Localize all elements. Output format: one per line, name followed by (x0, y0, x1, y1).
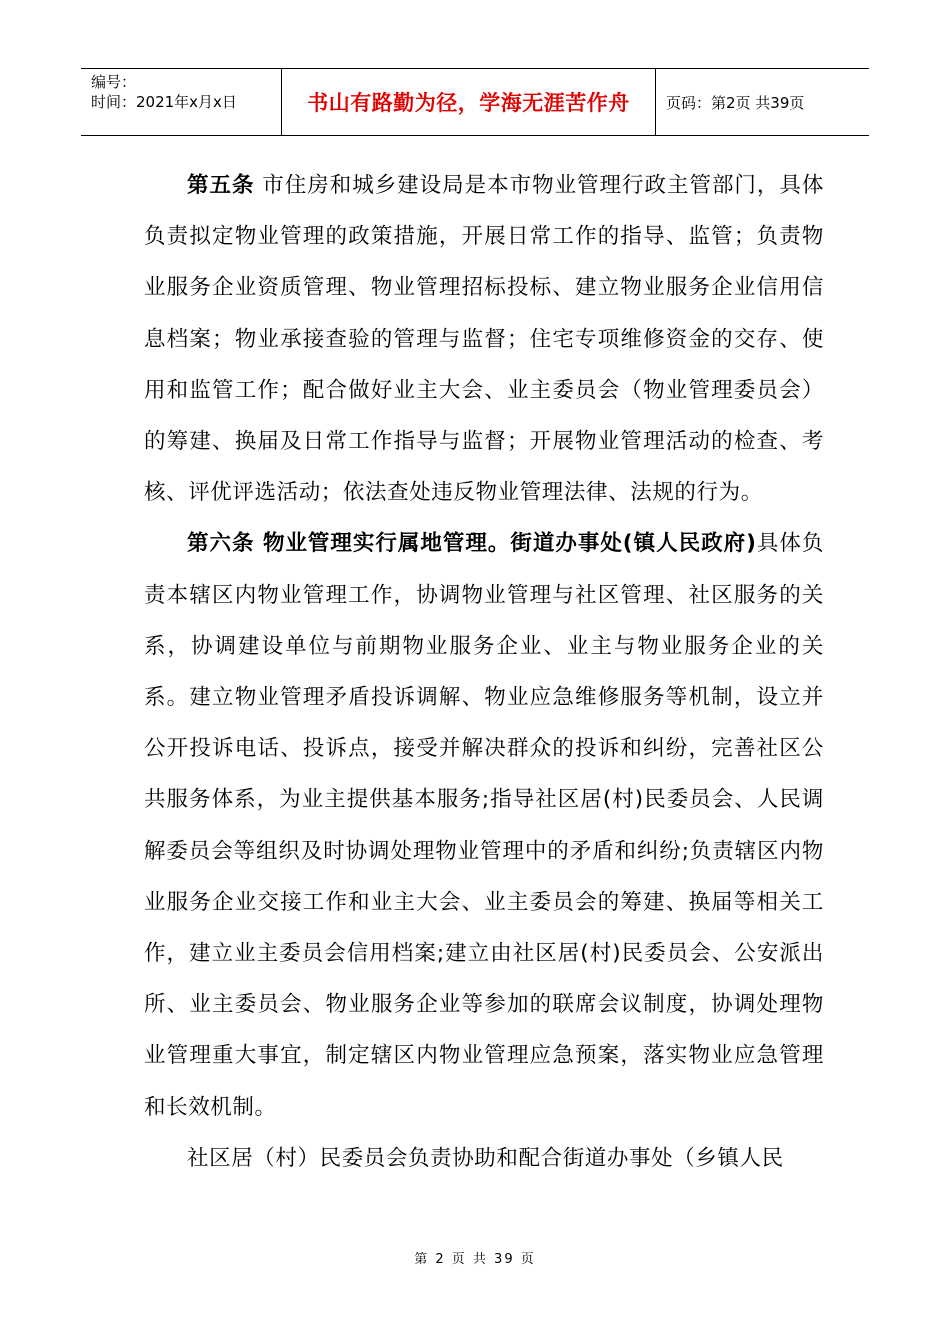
article-6-heading: 第六条 物业管理实行属地管理。街道办事处(镇人民政府) (187, 531, 757, 557)
article-5-heading: 第五条 (187, 173, 255, 198)
community-paragraph: 社区居（村）民委员会负责协助和配合街道办事处（乡镇人民 (187, 1145, 784, 1171)
article-6-paragraph (144, 518, 824, 1132)
header-meta (81, 69, 282, 135)
document-body (144, 160, 824, 1184)
page-footer: 第 2 页 共 39 页 (414, 1252, 536, 1267)
header-page-info: 页码：第2页 共39页 (666, 93, 805, 112)
document-date: 时间：2021年x月x日 (91, 93, 237, 111)
page-header (81, 68, 869, 136)
article-5-paragraph (144, 160, 824, 518)
header-motto: 书山有路勤为径，学海无涯苦作舟 (282, 69, 656, 135)
article-6-text: 具体负责本辖区内物业管理工作，协调物业管理与社区管理、社区服务的关系，协调建设单位与前期物业服务企业、业主与物业服务企业的关系。建立物业管理矛盾投诉调解、物业应急维修服务等机制，设立并公开投诉电话、投诉点，接受并解决群众的投诉和纠纷，完善社区公共服务体系，为业主提供基本服务;指导社区居(村)民委员会、人民调解委员会等组织及时协调处理物业管理中的矛盾和纠纷;负责辖区内物业服务企业交接工作和业主大会、业主委员会的筹建、换届等相关工作，建立业主委员会信用档案;建立由社区居(村)民委员会、公安派出所、业主委员会、物业服务企业等参加的联席会议制度，协调处理物业管理重大事宜，制定辖区内物业管理应急预案，落实物业应急管理和长效机制。 (144, 531, 824, 1120)
document-number-label: 编号： (91, 73, 137, 91)
article-5-text: 市住房和城乡建设局是本市物业管理行政主管部门，具体负责拟定物业管理的政策措施，开展日常工作的指导、监管；负责物业服务企业资质管理、物业管理招标投标、建立物业服务企业信用信息档案；物业承接查验的管理与监督；住宅专项维修资金的交存、使用和监管工作；配合做好业主大会、业主委员会（物业管理委员会）的筹建、换届及日常工作指导与监督；开展物业管理活动的检查、考核、评优评选活动；依法查处违反物业管理法律、法规的行为。 (144, 173, 824, 506)
